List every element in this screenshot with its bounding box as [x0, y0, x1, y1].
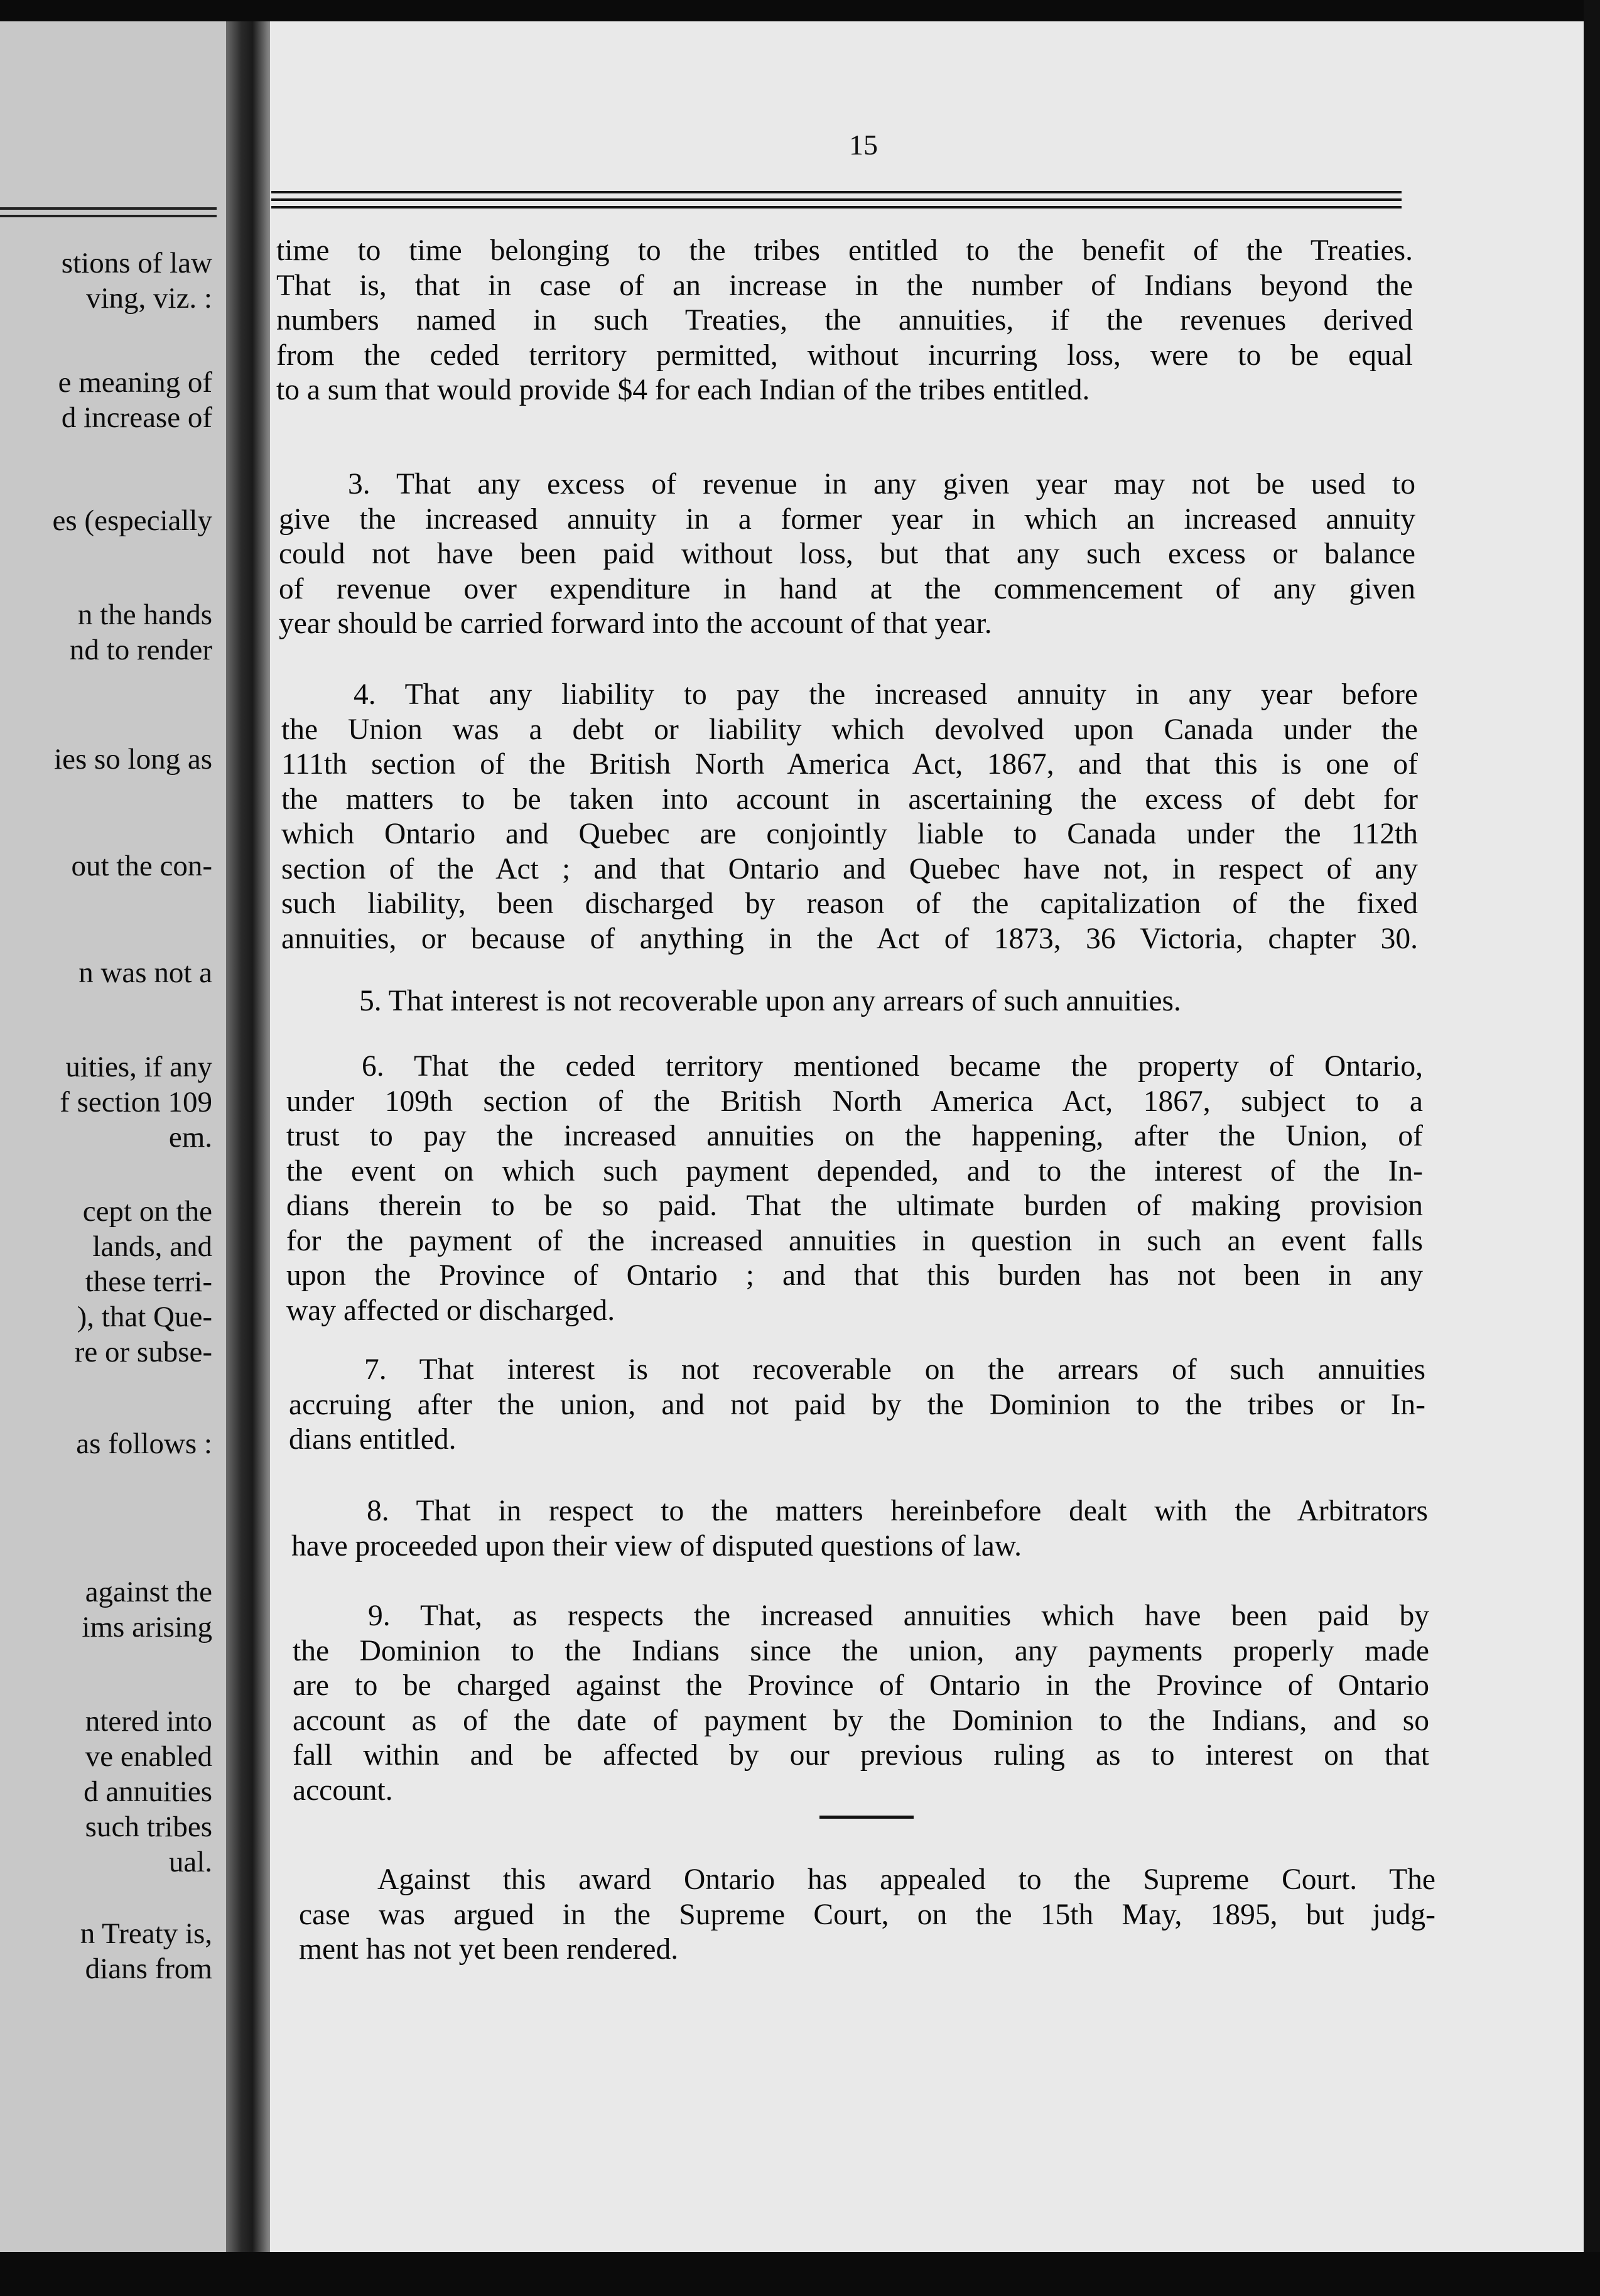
text-line: 111th section of the British North America Act, 1867, and that this is one of: [281, 748, 1418, 781]
left-page-line: stions of law: [61, 247, 212, 279]
text-line: That is, that in case of an increase in the number of Indians beyond the: [276, 269, 1413, 302]
left-page-line: dians from: [85, 1952, 212, 1985]
text-line: dians therein to be so paid. That the ultimate burden of making provision: [286, 1189, 1423, 1222]
paragraph-item-5: [284, 984, 1420, 1019]
section-separator: [819, 1816, 914, 1819]
text-line: 7. That interest is not recoverable on the arrears of such annuities: [364, 1353, 1425, 1386]
left-page-line: ve enabled: [85, 1740, 212, 1773]
text-line: year should be carried forward into the account of that year.: [279, 607, 992, 640]
left-page-line: n the hands: [77, 598, 212, 631]
text-line: ment has not yet been rendered.: [299, 1933, 679, 1966]
left-page-line: ims arising: [82, 1611, 212, 1643]
text-line: case was argued in the Supreme Court, on the 15th May, 1895, but judg-: [299, 1898, 1435, 1931]
text-line: annuities, or because of anything in the Act of 1873, 36 Victoria, chapter 30.: [281, 922, 1418, 955]
paragraph-closing: [299, 1863, 1435, 1968]
text-line: time to time belonging to the tribes entitled to the benefit of the Treaties.: [276, 234, 1413, 267]
header-rule: [271, 206, 1402, 208]
text-line: section of the Act ; and that Ontario and Quebec have not, in respect of any: [281, 852, 1418, 885]
left-page-line: n was not a: [78, 956, 212, 989]
left-page-line: out the con-: [71, 850, 212, 882]
left-page-line: d increase of: [61, 401, 212, 434]
text-line: trust to pay the increased annuities on the happening, after the Union, of: [286, 1120, 1423, 1152]
paragraph-item-3: [279, 467, 1415, 642]
paragraph-item-4: [281, 678, 1418, 956]
left-page-line: lands, and: [92, 1230, 212, 1263]
left-page-line: f section 109: [60, 1086, 212, 1118]
left-page-line: d annuities: [84, 1775, 212, 1808]
left-page-line: ), that Que-: [77, 1301, 212, 1333]
left-page-line: cept on the: [82, 1195, 212, 1228]
text-line: Against this award Ontario has appealed to the Supreme Court. The: [377, 1863, 1435, 1896]
text-line: accruing after the union, and not paid by the Dominion to the tribes or In-: [289, 1388, 1425, 1421]
text-line: dians entitled.: [289, 1423, 457, 1456]
text-line: from the ceded territory permitted, without incurring loss, were to be equal: [276, 338, 1413, 372]
page-number: 15: [849, 129, 878, 161]
paragraph-item-6: [286, 1049, 1423, 1328]
text-line: 3. That any excess of revenue in any given year may not be used to: [348, 468, 1415, 501]
left-page-fragment: [0, 21, 226, 2252]
text-line: 8. That in respect to the matters hereinbefore dealt with the Arbitrators: [367, 1495, 1428, 1527]
main-page: [270, 21, 1584, 2252]
text-line: numbers named in such Treaties, the annuities, if the revenues derived: [276, 304, 1413, 337]
paragraph-item-7: [289, 1353, 1425, 1458]
left-page-rule: [0, 207, 217, 210]
left-page-line: as follows :: [76, 1427, 212, 1460]
text-line: give the increased annuity in a former year in which an increased annuity: [279, 502, 1415, 536]
text-line: upon the Province of Ontario ; and that this burden has not been in any: [286, 1259, 1423, 1292]
left-page-line: these terri-: [85, 1265, 212, 1298]
left-page-line: em.: [168, 1121, 212, 1154]
paragraph-item-9: [293, 1599, 1429, 1808]
text-line: of revenue over expenditure in hand at the commencement of any given: [279, 572, 1415, 605]
left-page-line: such tribes: [85, 1811, 212, 1843]
text-line: under 109th section of the British North America Act, 1867, subject to a: [286, 1085, 1423, 1118]
left-page-line: n Treaty is,: [80, 1917, 212, 1950]
left-page-line: ving, viz. :: [85, 282, 212, 315]
text-line: have proceeded upon their view of disputed questions of law.: [291, 1529, 1022, 1562]
paragraph-item-8: [291, 1494, 1428, 1564]
left-page-line: re or subse-: [74, 1336, 212, 1368]
left-page-line: ual.: [168, 1846, 212, 1878]
text-line: 4. That any liability to pay the increased annuity in any year before: [354, 678, 1418, 711]
text-line: account.: [293, 1773, 393, 1807]
scan-frame-right: [1584, 0, 1600, 2296]
left-page-line: e meaning of: [58, 366, 212, 399]
text-line: for the payment of the increased annuities in question in such an event falls: [286, 1224, 1423, 1257]
book-gutter: [226, 21, 270, 2252]
text-line: fall within and be affected by our previous ruling as to interest on that: [293, 1739, 1429, 1772]
text-line: to a sum that would provide $4 for each Indian of the tribes entitled.: [276, 374, 1090, 406]
text-line: account as of the date of payment by the Dominion to the Indians, and so: [293, 1704, 1429, 1737]
text-line: 9. That, as respects the increased annuities which have been paid by: [368, 1600, 1429, 1632]
left-page-line: uities, if any: [65, 1051, 212, 1083]
text-line: the event on which such payment depended, and to the interest of the In-: [286, 1154, 1423, 1188]
text-line: the matters to be taken into account in ascertaining the excess of debt for: [281, 782, 1418, 816]
text-line: way affected or discharged.: [286, 1294, 615, 1327]
header-rule: [271, 191, 1402, 193]
scan-frame-top: [0, 0, 1600, 21]
left-page-line: es (especially: [52, 504, 212, 537]
scan-frame-bottom: [0, 2252, 1600, 2296]
left-page-line: ies so long as: [54, 743, 212, 776]
left-page-line: nd to render: [69, 634, 212, 666]
text-line: such liability, been discharged by reason of the capitalization of the fixed: [281, 887, 1418, 920]
left-page-line: against the: [85, 1576, 212, 1608]
text-line: could not have been paid without loss, but that any such excess or balance: [279, 538, 1415, 570]
text-line: 6. That the ceded territory mentioned became the property of Ontario,: [362, 1050, 1423, 1083]
header-rule: [271, 198, 1402, 201]
paragraph-continuation: [276, 234, 1413, 408]
text-line: are to be charged against the Province of Ontario in the Province of Ontario: [293, 1669, 1429, 1702]
text-line: 5. That interest is not recoverable upon any arrears of such annuities.: [359, 985, 1181, 1017]
text-line: the Union was a debt or liability which devolved upon Canada under the: [281, 713, 1418, 746]
left-page-rule: [0, 215, 217, 217]
text-line: which Ontario and Quebec are conjointly liable to Canada under the 112th: [281, 818, 1418, 850]
left-page-line: ntered into: [85, 1705, 212, 1738]
text-line: the Dominion to the Indians since the union, any payments properly made: [293, 1634, 1429, 1667]
